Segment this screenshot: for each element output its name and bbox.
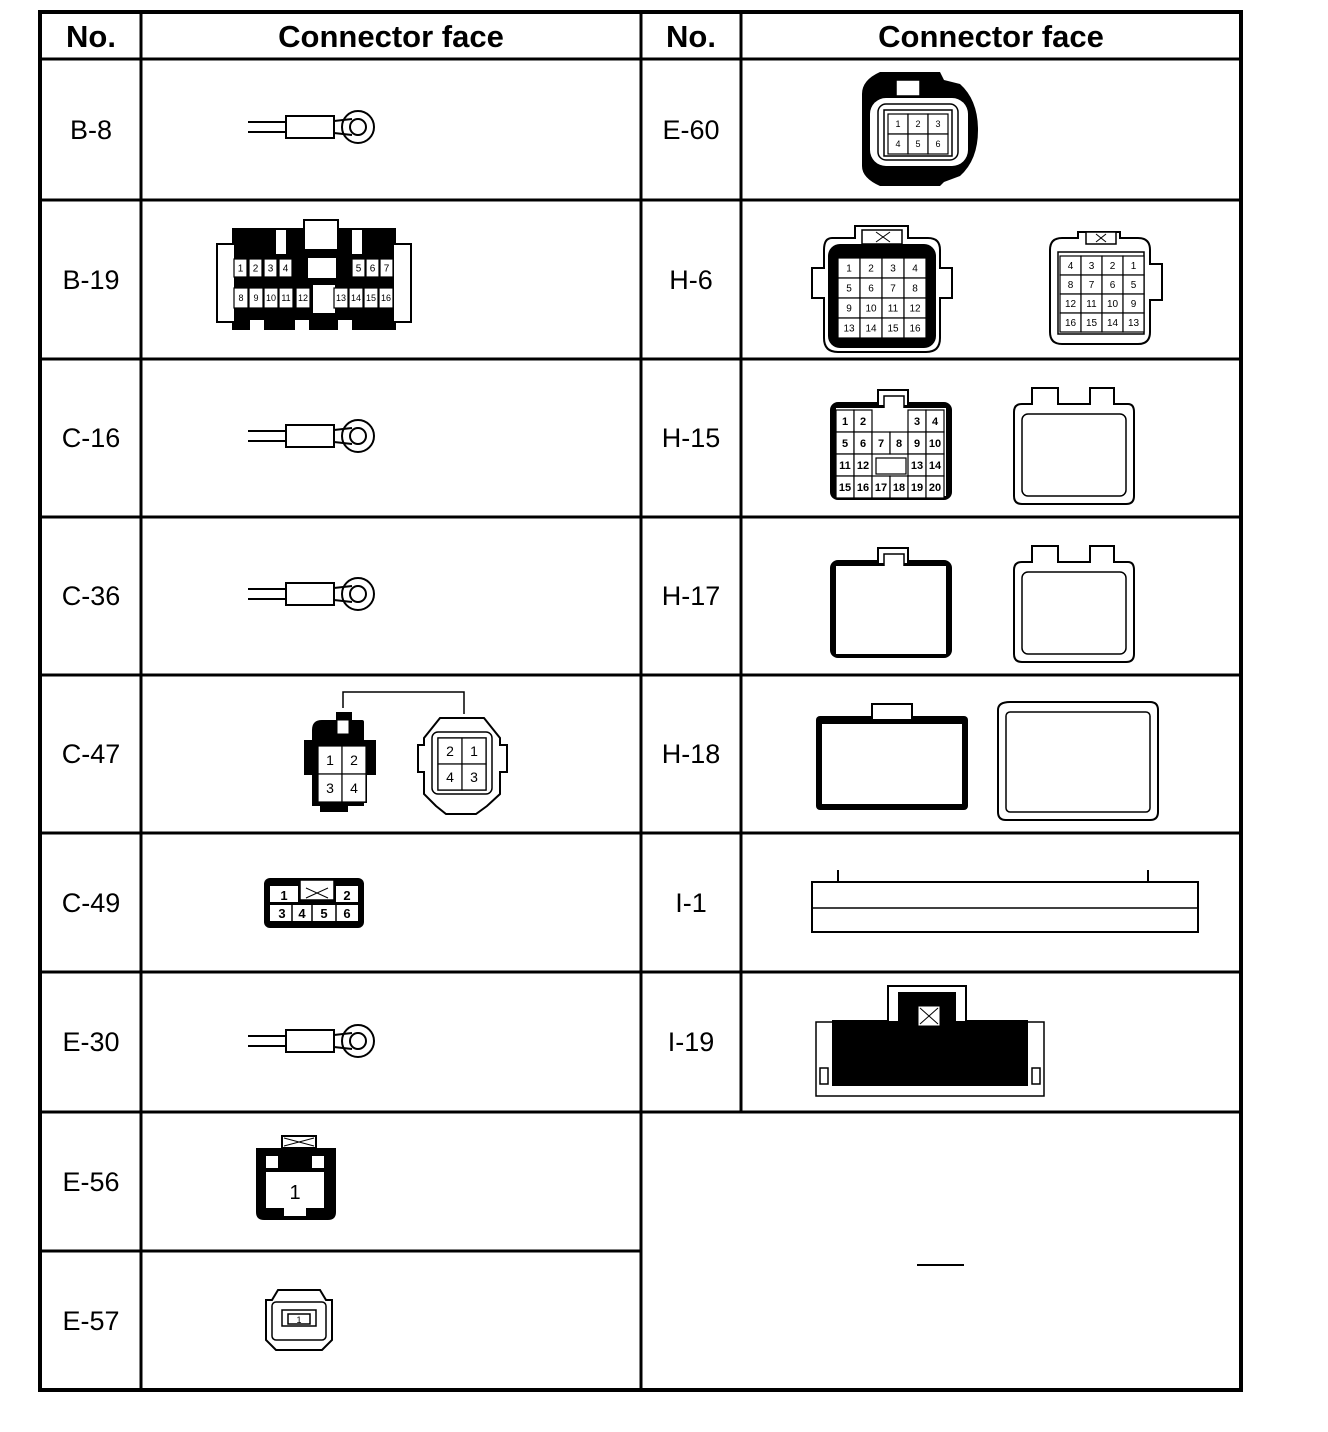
pin-label: 13 xyxy=(843,323,855,335)
pin-label: 6 xyxy=(935,139,941,150)
pin-label: 10 xyxy=(928,437,942,450)
row-label-i19: I-19 xyxy=(667,1027,715,1057)
pin-label: 3 xyxy=(1088,261,1095,273)
pin-label: 13 xyxy=(1127,318,1140,330)
header-no-right: No. xyxy=(666,19,716,54)
row-label-h18: H-18 xyxy=(661,739,721,769)
pin-label: 4 xyxy=(298,906,306,921)
pin-label: 1 xyxy=(846,263,852,275)
pin-label: 4 xyxy=(912,263,918,275)
pin-label: 2 xyxy=(915,119,921,130)
row-label-e57: E-57 xyxy=(62,1306,120,1336)
pin-label: 16 xyxy=(856,481,870,494)
connector-e60-icon xyxy=(862,72,978,186)
pin-label: 2 xyxy=(446,743,454,760)
pin-label: 16 xyxy=(909,323,921,335)
pin-label: 9 xyxy=(913,437,921,450)
pin-label: 4 xyxy=(350,780,358,797)
pin-label: 3 xyxy=(913,415,921,428)
pin-label: 6 xyxy=(1109,280,1116,292)
header-no-left: No. xyxy=(66,19,116,54)
pin-label: 13 xyxy=(335,293,347,304)
pin-label: 13 xyxy=(910,459,924,472)
pin-label: 3 xyxy=(935,119,941,130)
pin-label: 6 xyxy=(343,906,351,921)
key-slot xyxy=(876,458,906,474)
pin-label: 1 xyxy=(237,263,244,275)
pin-label: 5 xyxy=(841,437,849,450)
pin-label: 2 xyxy=(343,888,351,903)
pin-label: 11 xyxy=(887,303,899,315)
header-connector-face-left: Connector face xyxy=(278,19,504,54)
pin-label: 8 xyxy=(238,293,244,304)
row-label-c36: C-36 xyxy=(61,581,121,611)
pin-label: 10 xyxy=(865,303,877,315)
pin-label: 19 xyxy=(910,481,924,494)
connector-h15-icon xyxy=(830,388,1134,504)
pin-label: 8 xyxy=(912,283,918,295)
pin-label: 10 xyxy=(1106,299,1119,311)
pin-label: 20 xyxy=(928,481,942,494)
connector-c47-icon xyxy=(304,692,507,814)
pin-label: 4 xyxy=(1067,261,1074,273)
pin-label: 3 xyxy=(267,263,274,275)
pin-label: 11 xyxy=(1086,299,1097,311)
pin-label: 7 xyxy=(890,283,896,295)
pin-label: 1 xyxy=(841,415,849,428)
pin-label: 2 xyxy=(350,752,358,769)
pin-label: 1 xyxy=(289,1182,301,1204)
pin-label: 3 xyxy=(278,906,286,921)
pin-label: 11 xyxy=(839,459,851,472)
header-connector-face-right: Connector face xyxy=(878,19,1104,54)
connector-e56-icon xyxy=(256,1136,336,1220)
pin-label: 7 xyxy=(1088,280,1095,292)
pin-label: 14 xyxy=(350,293,362,304)
row-label-h15: H-15 xyxy=(661,423,721,453)
pin-label: 4 xyxy=(446,769,454,786)
ring-terminal-c36-icon xyxy=(248,578,374,610)
pin-label: 6 xyxy=(369,263,376,275)
row-label-e56: E-56 xyxy=(62,1167,120,1197)
pin-label: 12 xyxy=(1064,299,1077,311)
connector-c49-icon xyxy=(264,878,364,928)
pin-label: 5 xyxy=(915,139,921,150)
pin-label: 2 xyxy=(252,263,259,275)
row-label-c16: C-16 xyxy=(61,423,121,453)
pin-label: 5 xyxy=(320,906,328,921)
row-label-i1: I-1 xyxy=(675,888,707,918)
pin-label: 3 xyxy=(326,780,334,797)
pin-label: 1 xyxy=(1130,261,1137,273)
pin-label: 16 xyxy=(380,293,392,304)
pin-label: 15 xyxy=(1085,318,1098,330)
row-label-c49: C-49 xyxy=(61,888,121,918)
pin-label: 15 xyxy=(887,323,899,335)
pin-label: 3 xyxy=(890,263,896,275)
pin-label: 15 xyxy=(838,481,852,494)
pin-label: 4 xyxy=(895,139,901,150)
pin-label: 6 xyxy=(859,437,867,450)
row-label-e60: E-60 xyxy=(662,115,720,145)
pin-label: 12 xyxy=(856,459,870,472)
connector-i1-icon xyxy=(812,870,1198,932)
pin-label: 14 xyxy=(1106,318,1119,330)
row-label-h6: H-6 xyxy=(669,265,713,295)
ring-terminal-c16-icon xyxy=(248,420,374,452)
connector-h18-icon xyxy=(816,702,1158,820)
pin-label: 9 xyxy=(1130,299,1137,311)
pin-label: 2 xyxy=(868,263,874,275)
pin-label: 1 xyxy=(326,752,334,769)
connector-i19-icon xyxy=(816,986,1044,1096)
pin-label: 1 xyxy=(895,119,901,130)
row-label-b19: B-19 xyxy=(62,265,120,295)
ring-terminal-b8-icon xyxy=(248,111,374,143)
pin-label: 14 xyxy=(928,459,942,472)
pin-label: 2 xyxy=(859,415,867,428)
pin-label: 3 xyxy=(470,769,478,786)
pin-label: 1 xyxy=(280,888,288,903)
pin-label: 8 xyxy=(895,437,903,450)
ring-terminal-e30-icon xyxy=(248,1025,374,1057)
pin-label: 5 xyxy=(1130,280,1137,292)
pin-label: 14 xyxy=(865,323,877,335)
pin-label: 12 xyxy=(297,293,309,304)
connector-b19-icon xyxy=(217,220,411,330)
pin-label: 18 xyxy=(892,481,906,494)
pin-label: 12 xyxy=(909,303,921,315)
pin-label: 6 xyxy=(868,283,874,295)
pin-label: 5 xyxy=(355,263,362,275)
pin-label: 9 xyxy=(253,293,259,304)
pin-label: 2 xyxy=(1109,261,1116,273)
pin-label: 10 xyxy=(265,293,277,304)
connector-h17-icon xyxy=(830,546,1134,662)
connector-e57-icon xyxy=(266,1290,332,1350)
pin-label: 1 xyxy=(470,743,478,760)
pin-label: 8 xyxy=(1067,280,1074,292)
pin-label: 16 xyxy=(1064,318,1077,330)
pin-label: 4 xyxy=(282,263,289,275)
row-label-c47: C-47 xyxy=(61,739,121,769)
pin-label: 9 xyxy=(846,303,852,315)
row-label-e30: E-30 xyxy=(62,1027,120,1057)
pin-label: 5 xyxy=(846,283,852,295)
pin-label: 7 xyxy=(877,437,885,450)
pin-label: 1 xyxy=(296,1315,302,1325)
row-label-b8: B-8 xyxy=(69,115,113,145)
connector-h6-icon xyxy=(812,226,1162,352)
pin-label: 7 xyxy=(383,263,390,275)
row-label-h17: H-17 xyxy=(661,581,721,611)
pin-label: 17 xyxy=(874,481,888,494)
pin-label: 4 xyxy=(931,415,939,428)
pin-label: 11 xyxy=(281,293,291,304)
pin-label: 15 xyxy=(365,293,377,304)
